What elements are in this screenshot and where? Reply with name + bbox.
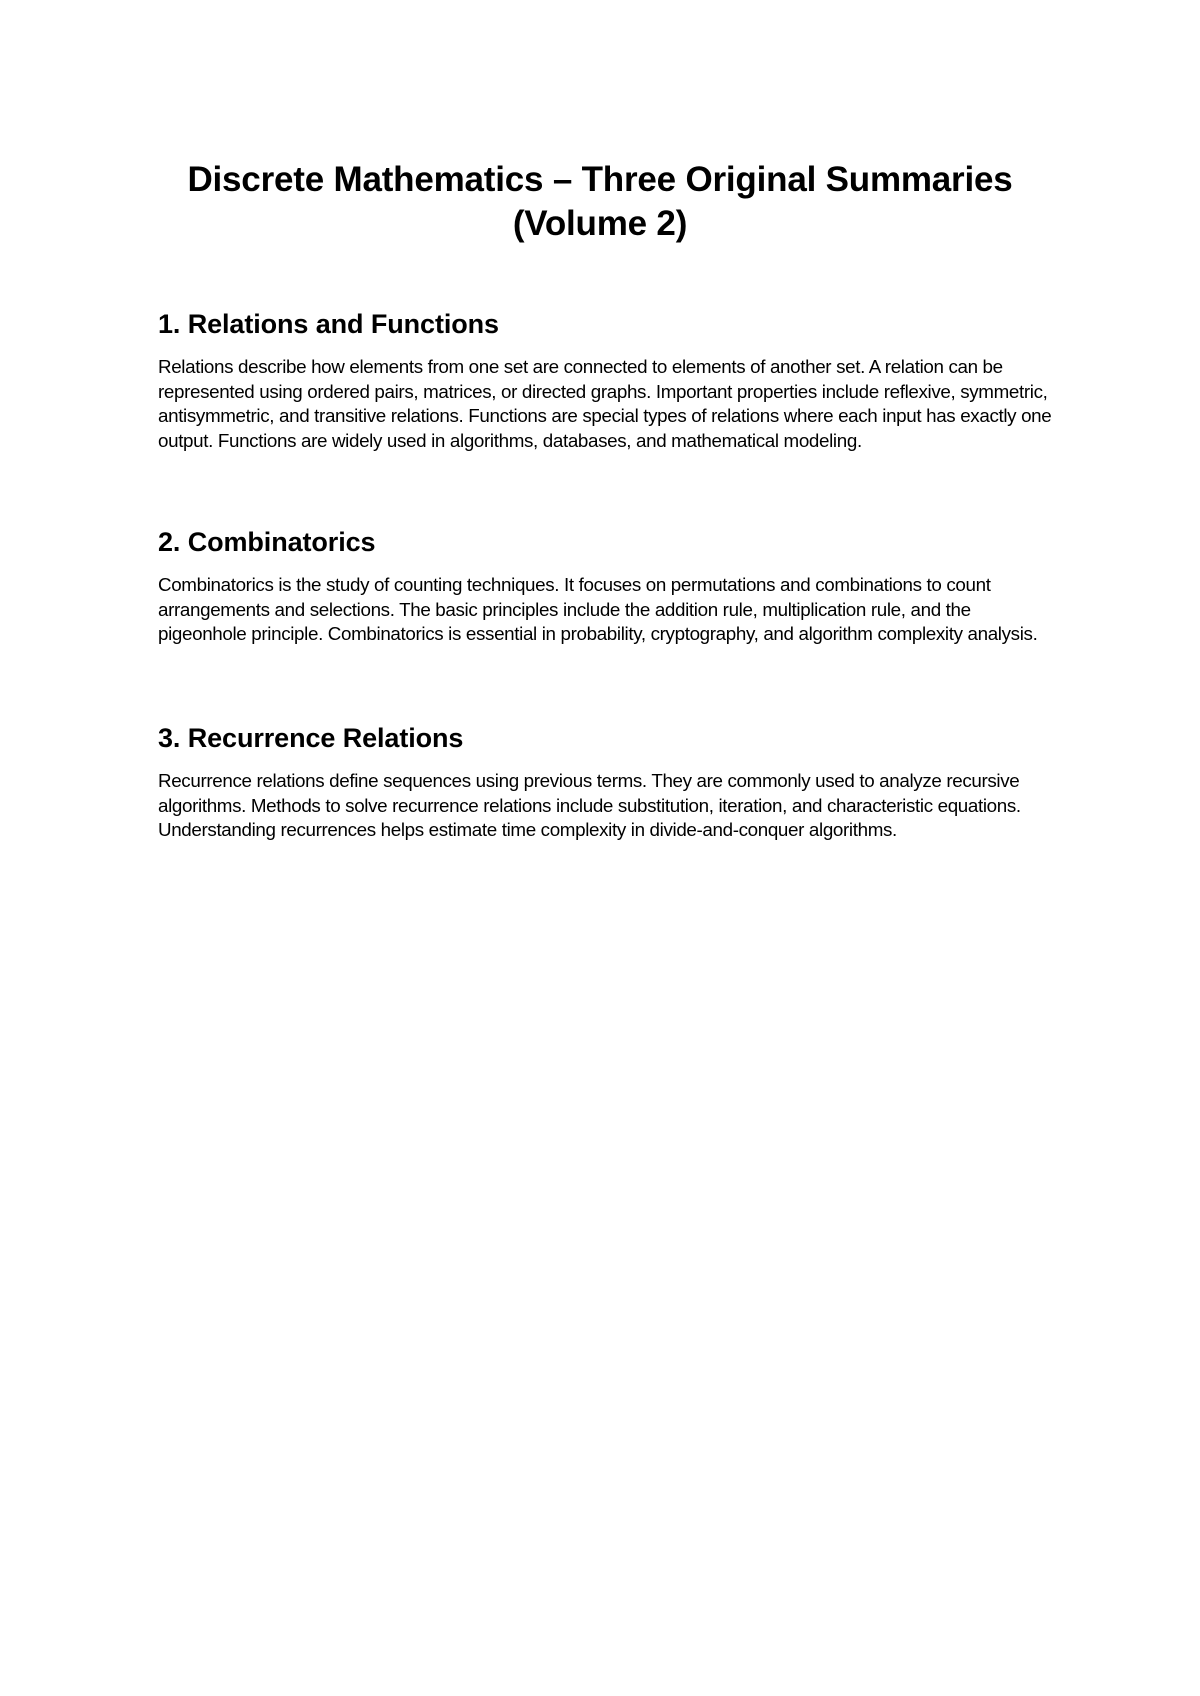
- section-relations-and-functions: [158, 307, 1058, 453]
- document-title: Discrete Mathematics – Three Original Summaries (Volume 2): [187, 160, 1013, 243]
- section-combinatorics: [158, 525, 1058, 647]
- section-heading: 1. Relations and Functions: [158, 309, 499, 339]
- section-body: Recurrence relations define sequences using previous terms. They are commonly used to analyze recursive algorithms. Methods to solve recurrence relations include substitution, iteration, and characteristic equations. Understanding recurrences helps estimate time complexity in divide-and-conquer algorithms.: [158, 770, 1021, 840]
- section-heading: 3. Recurrence Relations: [158, 723, 464, 753]
- section-recurrence-relations: [158, 721, 1058, 843]
- section-body: Combinatorics is the study of counting techniques. It focuses on permutations and combinations to count arrangements and selections. The basic principles include the addition rule, multiplication rule, and the pigeonhole principle. Combinatorics is essential in probability, cryptography, and algorithm complexity analysis.: [158, 574, 1038, 644]
- section-heading: 2. Combinatorics: [158, 527, 376, 557]
- section-body: Relations describe how elements from one set are connected to elements of another set. A relation can be represented using ordered pairs, matrices, or directed graphs. Important properties include reflexive, symmetric, antisymmetric, and transitive relations. Functions are special types of relations where each input has exactly one output. Functions are widely used in algorithms, databases, and mathematical modeling.: [158, 356, 1052, 451]
